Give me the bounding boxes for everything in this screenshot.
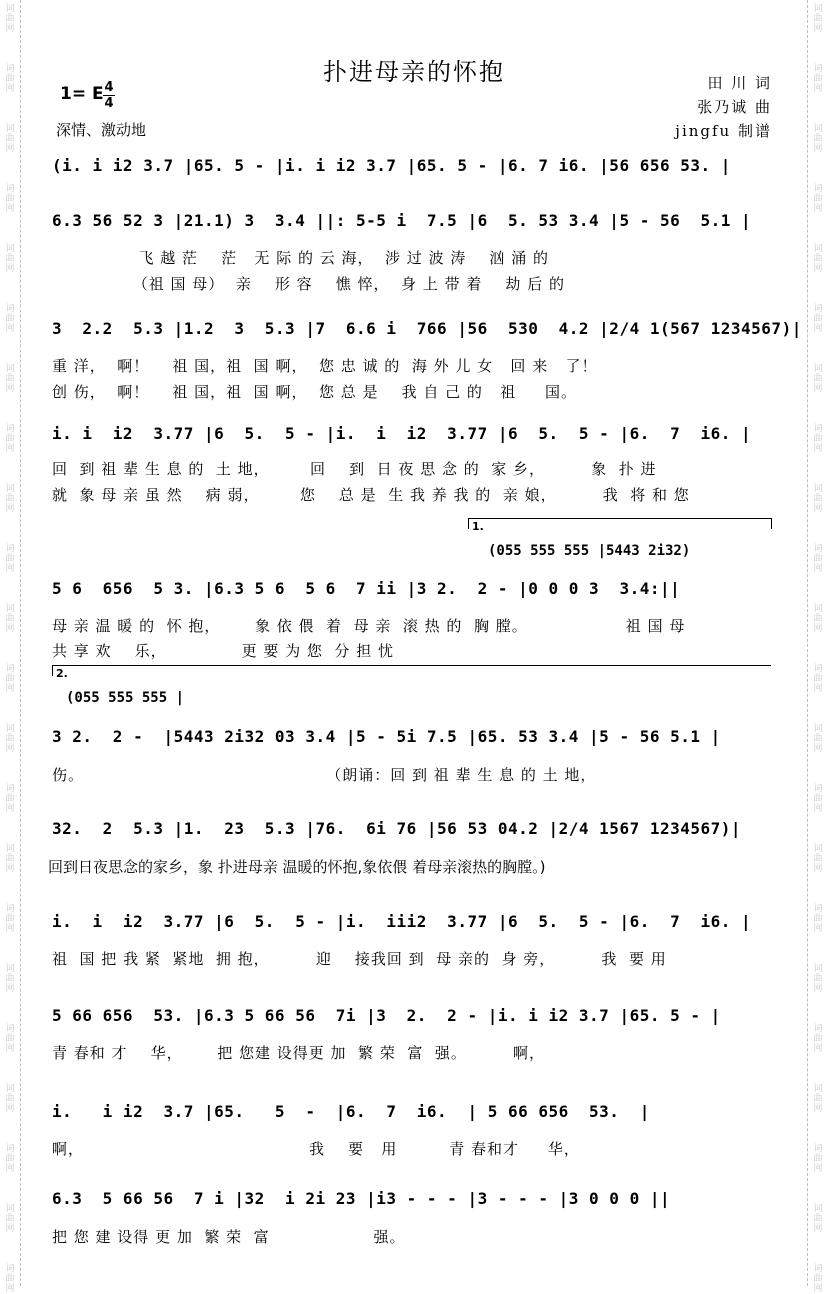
score-system-7 [0, 815, 828, 845]
watermark-mark: 词 曲 网 [5, 844, 15, 874]
notation-line: (i. i i2 3.7 |65. 5 - |i. i i2 3.7 |65. 5 - |6. 7 i6. |56 656 53. | [52, 156, 731, 175]
watermark-mark: 词 曲 网 [813, 304, 823, 334]
lyric-line: 啊， 我 要 用 青 春和才 华， [52, 1140, 580, 1158]
watermark-mark: 词 曲 网 [813, 184, 823, 214]
ossia-line: (055 555 555 |5443 2i32) [488, 543, 691, 559]
watermark-mark: 词 曲 网 [5, 1204, 15, 1234]
watermark-mark: 词 曲 网 [813, 64, 823, 94]
lyric-verse-1: 回 到 祖 辈 生 息 的 土 地， 回 到 日 夜 思 念 的 家 乡， 象 扑 进 [52, 460, 657, 478]
watermark-mark: 词 曲 网 [813, 364, 823, 394]
watermark-mark: 词 曲 网 [5, 544, 15, 574]
watermark-mark: 词 曲 网 [5, 964, 15, 994]
watermark-mark: 词 曲 网 [5, 904, 15, 934]
watermark-mark: 词 曲 网 [5, 664, 15, 694]
lyric-line: 祖 国 把 我 紧 紧地 拥 抱， 迎 接我回 到 母 亲的 身 旁， 我 要 用 [52, 950, 667, 968]
watermark-mark: 词 曲 网 [5, 1084, 15, 1114]
right-watermark-strip [807, 0, 828, 1294]
watermark-mark: 词 曲 网 [5, 724, 15, 754]
watermark-mark: 词 曲 网 [813, 1204, 823, 1234]
watermark-mark: 词 曲 网 [813, 544, 823, 574]
meter-top: 4 [104, 80, 114, 95]
lyric-verse-2: 就 象 母 亲 虽 然 病 弱， 您 总 是 生 我 养 我 的 亲 娘， 我 将 和 您 [52, 486, 690, 504]
watermark-mark: 词 曲 网 [813, 244, 823, 274]
lyric-verse-2: （祖 国 母） 亲 形 容 憔 悴， 身 上 带 着 劫 后 的 [52, 275, 565, 293]
watermark-mark: 词 曲 网 [813, 4, 823, 34]
left-watermark-strip [0, 0, 21, 1294]
notation-line: 5 66 656 53. |6.3 5 66 56 7i |3 2. 2 - |i. i i2 3.7 |65. 5 - | [52, 1006, 721, 1025]
lyric-verse-2: 创 伤， 啊！ 祖 国，祖 国 啊， 您 总 是 我 自 己 的 祖 国。 [52, 383, 578, 401]
lyric-verse-1: 飞 越 茫 茫 无 际 的 云 海， 涉 过 波 涛 汹 涌 的 [52, 249, 549, 267]
second-ending-bracket [52, 665, 771, 676]
watermark-mark: 词 曲 网 [813, 604, 823, 634]
ossia-line: (055 555 555 | [66, 690, 185, 706]
notation-line: 3 2. 2 - |5443 2i32 03 3.4 |5 - 5i 7.5 |65. 53 3.4 |5 - 56 5.1 | [52, 727, 721, 746]
notation-line: i. i i2 3.77 |6 5. 5 - |i. iii2 3.77 |6 5. 5 - |6. 7 i6. | [52, 912, 752, 931]
watermark-mark: 词 曲 网 [5, 304, 15, 334]
lyricist-credit: 田 川 词 [707, 74, 772, 92]
notation-line: 5 6 656 5 3. |6.3 5 6 5 6 7 ii |3 2. 2 - |0 0 0 3 3.4:|| [52, 579, 681, 598]
score-system-5 [0, 575, 828, 605]
score-system-6 [0, 723, 828, 753]
first-ending-label: 1. [472, 520, 484, 533]
lyric-line: 把 您 建 设得 更 加 繁 荣 富 强。 [52, 1228, 406, 1246]
score-system-11 [0, 1185, 828, 1215]
watermark-mark: 词 曲 网 [813, 964, 823, 994]
watermark-mark: 词 曲 网 [5, 784, 15, 814]
watermark-mark: 词 曲 网 [813, 724, 823, 754]
lyric-line: 伤。 （朗诵：回 到 祖 辈 生 息 的 土 地， [52, 766, 597, 784]
watermark-mark: 词 曲 网 [813, 424, 823, 454]
watermark-mark: 词 曲 网 [5, 424, 15, 454]
watermark-mark: 词 曲 网 [813, 1024, 823, 1054]
notation-line: 32. 2 5.3 |1. 23 5.3 |76. 6i 76 |56 53 04.2 |2/4 1567 1234567)| [52, 819, 742, 838]
score-system-4 [0, 420, 828, 450]
watermark-mark: 词 曲 网 [5, 1024, 15, 1054]
watermark-mark: 词 曲 网 [813, 1144, 823, 1174]
notation-line: 3 2.2 5.3 |1.2 3 5.3 |7 6.6 i 766 |56 530 4.2 |2/4 1(567 1234567)| [52, 319, 802, 338]
notation-line: 6.3 56 52 3 |21.1) 3 3.4 ||: 5-5 i 7.5 |6 5. 53 3.4 |5 - 56 5.1 | [52, 211, 752, 230]
watermark-mark: 词 曲 网 [813, 124, 823, 154]
lyric-line: 青 春和 才 华， 把 您建 设得更 加 繁 荣 富 强。 啊， [52, 1044, 546, 1062]
score-system-1 [0, 152, 828, 182]
lyric-line: 回到日夜思念的家乡，象 扑进母亲 温暖的怀抱,象依偎 着母亲滚热的胸膛。) [48, 858, 546, 876]
watermark-mark: 词 曲 网 [813, 1264, 823, 1294]
second-ending-label: 2. [56, 667, 68, 680]
watermark-mark: 词 曲 网 [813, 1084, 823, 1114]
first-ending-bracket [468, 518, 772, 529]
notation-line: 6.3 5 66 56 7 i |32 i 2i 23 |i3 - - - |3 - - - |3 0 0 0 || [52, 1189, 671, 1208]
score-system-8 [0, 908, 828, 938]
lyric-verse-1: 母 亲 温 暖 的 怀 抱， 象 依 偎 着 母 亲 滚 热 的 胸 膛。 祖 国 母 [52, 617, 686, 635]
score-system-9 [0, 1002, 828, 1032]
key-signature: 1= E [60, 84, 104, 104]
watermark-mark: 词 曲 网 [813, 904, 823, 934]
watermark-mark: 词 曲 网 [5, 1264, 15, 1294]
watermark-mark: 词 曲 网 [5, 484, 15, 514]
song-title: 扑进母亲的怀抱 [323, 58, 505, 86]
notation-line: i. i i2 3.77 |6 5. 5 - |i. i i2 3.77 |6 5. 5 - |6. 7 i6. | [52, 424, 752, 443]
lyric-verse-2: 共 享 欢 乐， 更 要 为 您 分 担 忧 [52, 642, 394, 660]
notation-line: i. i i2 3.7 |65. 5 - |6. 7 i6. | 5 66 656 53. | [52, 1102, 650, 1121]
time-signature [103, 80, 115, 111]
score-system-3 [0, 315, 828, 345]
watermark-mark: 词 曲 网 [813, 784, 823, 814]
watermark-mark: 词 曲 网 [5, 244, 15, 274]
watermark-mark: 词 曲 网 [5, 604, 15, 634]
meter-bottom: 4 [104, 96, 114, 111]
composer-credit: 张乃诚 曲 [697, 98, 772, 116]
watermark-mark: 词 曲 网 [813, 844, 823, 874]
watermark-mark: 词 曲 网 [5, 64, 15, 94]
watermark-mark: 词 曲 网 [5, 364, 15, 394]
lyric-verse-1: 重 洋， 啊！ 祖 国，祖 国 啊， 您 忠 诚 的 海 外 儿 女 回 来 了！ [52, 357, 598, 375]
score-system-10 [0, 1098, 828, 1128]
watermark-mark: 词 曲 网 [5, 1144, 15, 1174]
watermark-mark: 词 曲 网 [5, 4, 15, 34]
tempo-mood: 深情、激动地 [56, 121, 147, 139]
watermark-mark: 词 曲 网 [813, 664, 823, 694]
watermark-mark: 词 曲 网 [5, 184, 15, 214]
watermark-mark: 词 曲 网 [5, 124, 15, 154]
watermark-mark: 词 曲 网 [813, 484, 823, 514]
engraver-credit: jingfu 制谱 [675, 122, 772, 140]
score-system-2 [0, 207, 828, 237]
